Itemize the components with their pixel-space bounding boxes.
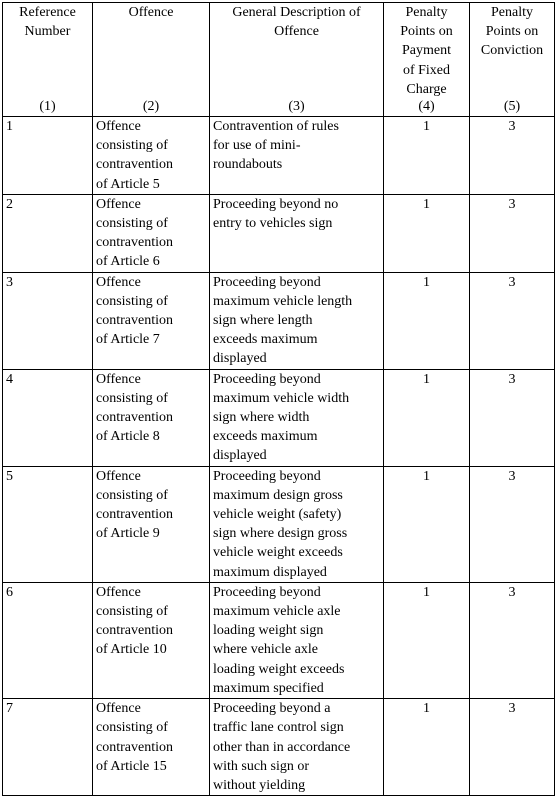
description-line: maximum vehicle length xyxy=(213,293,353,309)
cell-offence xyxy=(93,272,210,369)
table-row xyxy=(3,194,555,272)
description-line: Proceeding beyond xyxy=(213,274,321,290)
cell-description xyxy=(210,272,384,369)
cell-points-fixed-charge: 1 xyxy=(384,117,470,195)
description-line: maximum displayed xyxy=(213,564,327,580)
header-reference-number xyxy=(3,3,93,117)
cell-description xyxy=(210,117,384,195)
cell-points-conviction: 3 xyxy=(470,272,555,369)
description-line: sign where width xyxy=(213,410,310,426)
cell-offence xyxy=(93,699,210,796)
offence-line: contravention xyxy=(96,739,173,755)
description-line: maximum specified xyxy=(213,680,324,696)
cell-reference-number: 3 xyxy=(3,272,93,369)
cell-reference-number: 2 xyxy=(3,194,93,272)
cell-points-conviction: 3 xyxy=(470,582,555,698)
header-column-number: (4) xyxy=(418,98,435,114)
description-line: Proceeding beyond a xyxy=(213,701,331,717)
cell-offence xyxy=(93,117,210,195)
cell-points-fixed-charge: 1 xyxy=(384,582,470,698)
penalty-points-table xyxy=(2,2,555,796)
offence-line: of Article 7 xyxy=(96,332,160,348)
offence-line: contravention xyxy=(96,235,173,251)
description-line: Proceeding beyond no xyxy=(213,196,339,212)
offence-line: Offence xyxy=(96,119,141,134)
cell-points-fixed-charge: 1 xyxy=(384,369,470,466)
offence-line: of Article 9 xyxy=(96,526,160,542)
description-line: loading weight sign xyxy=(213,623,324,639)
table-row xyxy=(3,369,555,466)
table-header xyxy=(3,3,555,117)
description-line: where vehicle axle xyxy=(213,642,318,658)
cell-description xyxy=(210,466,384,582)
description-line: vehicle weight exceeds xyxy=(213,545,343,561)
description-line: exceeds maximum xyxy=(213,429,318,445)
cell-points-conviction: 3 xyxy=(470,699,555,796)
description-line: for use of mini- xyxy=(213,138,301,154)
offence-line: Offence xyxy=(96,371,141,387)
description-line: roundabouts xyxy=(213,157,283,173)
header-column-number: (5) xyxy=(503,98,521,114)
description-line: with such sign or xyxy=(213,758,310,774)
offence-line: Offence xyxy=(96,274,141,290)
cell-points-fixed-charge: 1 xyxy=(384,194,470,272)
cell-points-conviction: 3 xyxy=(470,369,555,466)
cell-points-fixed-charge: 1 xyxy=(384,272,470,369)
cell-offence xyxy=(93,582,210,698)
table-row xyxy=(3,272,555,369)
offence-line: Offence xyxy=(96,196,141,212)
offence-line: Offence xyxy=(96,584,141,600)
offence-line: of Article 10 xyxy=(96,642,167,658)
table-row xyxy=(3,699,555,796)
description-line: displayed xyxy=(213,351,267,367)
header-label: Penalty Points on Conviction xyxy=(480,5,544,59)
header-general-description xyxy=(210,3,384,117)
cell-description xyxy=(210,582,384,698)
offence-line: contravention xyxy=(96,313,173,329)
header-column-number: (1) xyxy=(39,98,56,114)
cell-reference-number: 1 xyxy=(3,117,93,195)
header-column-number: (3) xyxy=(288,98,305,114)
cell-offence xyxy=(93,194,210,272)
header-offence xyxy=(93,3,210,117)
cell-points-conviction: 3 xyxy=(470,466,555,582)
description-line: Proceeding beyond xyxy=(213,371,321,387)
description-line: without yielding xyxy=(213,777,306,793)
offence-line: contravention xyxy=(96,507,173,523)
description-line: loading weight exceeds xyxy=(213,661,345,677)
cell-points-conviction: 3 xyxy=(470,194,555,272)
cell-offence xyxy=(93,369,210,466)
offence-line: consisting of xyxy=(96,604,168,620)
table-body xyxy=(3,117,555,796)
offence-line: consisting of xyxy=(96,293,168,309)
header-label: General Description of Offence xyxy=(232,5,361,40)
description-line: maximum vehicle axle xyxy=(213,604,341,620)
offence-line: contravention xyxy=(96,157,173,173)
cell-description xyxy=(210,194,384,272)
cell-reference-number: 4 xyxy=(3,369,93,466)
offence-line: Offence xyxy=(96,701,141,717)
header-points-conviction xyxy=(470,3,555,117)
description-line: maximum design gross xyxy=(213,487,343,503)
header-row xyxy=(3,3,555,117)
header-label: Offence xyxy=(128,5,174,20)
description-line: Contravention of rules xyxy=(213,119,339,134)
description-line: Proceeding beyond xyxy=(213,584,321,600)
offence-line: of Article 8 xyxy=(96,429,160,445)
header-label: Reference Number xyxy=(19,5,76,40)
header-points-fixed-charge xyxy=(384,3,470,117)
table-row xyxy=(3,582,555,698)
header-column-number: (2) xyxy=(142,98,160,114)
offence-line: of Article 5 xyxy=(96,176,160,192)
cell-points-conviction: 3 xyxy=(470,117,555,195)
description-line: traffic lane control sign xyxy=(213,720,344,736)
cell-points-fixed-charge: 1 xyxy=(384,699,470,796)
cell-reference-number: 7 xyxy=(3,699,93,796)
offence-line: consisting of xyxy=(96,720,168,736)
offence-line: of Article 15 xyxy=(96,758,167,774)
offence-line: consisting of xyxy=(96,390,168,406)
description-line: displayed xyxy=(213,448,267,464)
table-row xyxy=(3,466,555,582)
description-line: exceeds maximum xyxy=(213,332,318,348)
offence-line: contravention xyxy=(96,410,173,426)
cell-description xyxy=(210,699,384,796)
offence-line: consisting of xyxy=(96,138,168,154)
cell-offence xyxy=(93,466,210,582)
description-line: entry to vehicles sign xyxy=(213,216,333,232)
cell-description xyxy=(210,369,384,466)
description-line: sign where length xyxy=(213,313,313,329)
offence-line: of Article 6 xyxy=(96,254,160,270)
description-line: vehicle weight (safety) xyxy=(213,507,342,523)
offence-line: consisting of xyxy=(96,487,168,503)
description-line: other than in accordance xyxy=(213,739,351,755)
offence-line: consisting of xyxy=(96,216,168,232)
table-row xyxy=(3,117,555,195)
description-line: Proceeding beyond xyxy=(213,468,321,484)
cell-points-fixed-charge: 1 xyxy=(384,466,470,582)
offence-line: contravention xyxy=(96,623,173,639)
description-line: sign where design gross xyxy=(213,526,348,542)
header-label: Penalty Points on Payment of Fixed Charge xyxy=(400,5,453,97)
cell-reference-number: 6 xyxy=(3,582,93,698)
offence-line: Offence xyxy=(96,468,141,484)
cell-reference-number: 5 xyxy=(3,466,93,582)
description-line: maximum vehicle width xyxy=(213,390,350,406)
